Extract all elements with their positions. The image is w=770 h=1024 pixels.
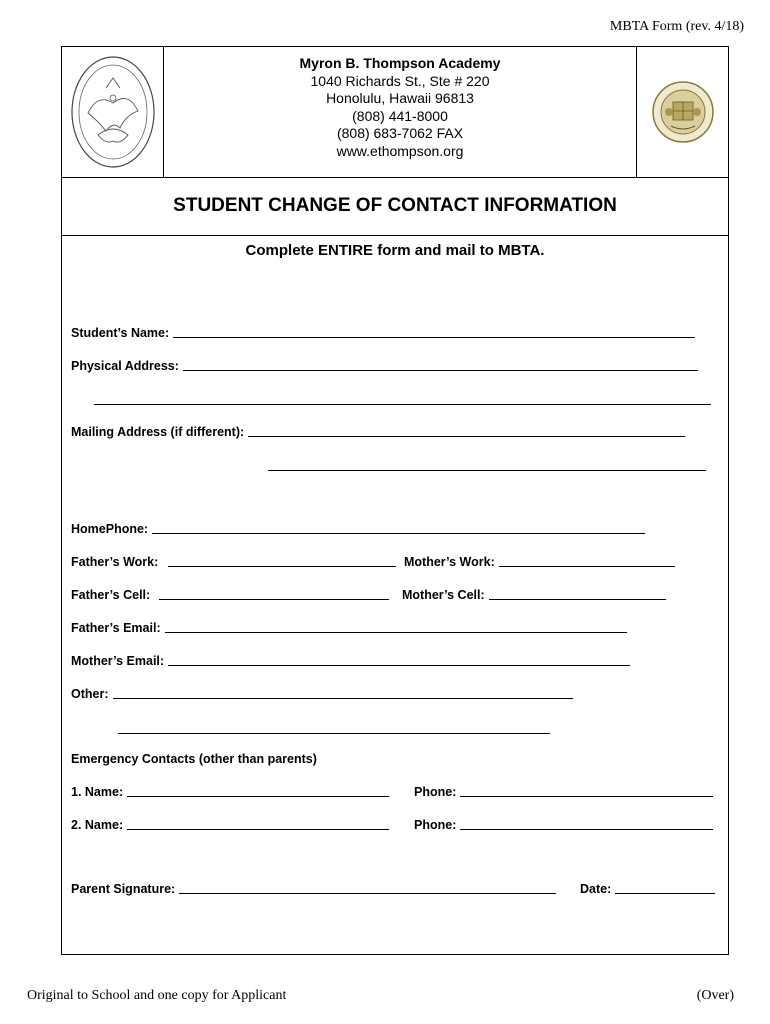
mother-email-label: Mother’s Email: — [71, 654, 165, 668]
school-name: Myron B. Thompson Academy — [299, 55, 501, 71]
other-line-2[interactable] — [118, 733, 550, 734]
school-info — [164, 55, 636, 160]
home-phone-line[interactable] — [152, 532, 645, 534]
emergency-1-phone-line[interactable] — [460, 795, 713, 797]
emergency-1-phone-field[interactable] — [414, 785, 713, 799]
mailing-address-field[interactable] — [71, 425, 685, 439]
date-label: Date: — [580, 882, 612, 896]
physical-address-field[interactable] — [71, 359, 698, 373]
emergency-contacts-heading: Emergency Contacts (other than parents) — [71, 752, 317, 766]
emergency-2-name-line[interactable] — [127, 828, 389, 830]
school-website: www.ethompson.org — [336, 142, 464, 159]
school-address-line2: Honolulu, Hawaii 96813 — [326, 90, 474, 106]
date-line[interactable] — [615, 892, 715, 894]
student-name-label: Student’s Name: — [71, 326, 170, 340]
mother-cell-line[interactable] — [489, 598, 666, 600]
mailing-address-line[interactable] — [248, 435, 685, 437]
form-title: STUDENT CHANGE OF CONTACT INFORMATION — [62, 177, 728, 236]
date-field[interactable] — [580, 882, 715, 896]
father-cell-field[interactable] — [71, 588, 389, 602]
mother-cell-field[interactable] — [402, 588, 666, 602]
emergency-1-name-label: 1. Name: — [71, 785, 124, 799]
form-revision: MBTA Form (rev. 4/18) — [609, 19, 744, 34]
school-phone: (808) 441-8000 — [352, 107, 448, 124]
emergency-1-phone-label: Phone: — [414, 785, 457, 799]
mother-email-line[interactable] — [168, 664, 630, 666]
home-phone-field[interactable] — [71, 522, 645, 536]
father-work-label: Father’s Work: — [71, 555, 159, 569]
father-work-field[interactable] — [71, 555, 396, 569]
mother-work-line[interactable] — [499, 565, 675, 567]
emergency-2-phone-line[interactable] — [460, 828, 713, 830]
physical-address-label: Physical Address: — [71, 359, 179, 373]
mailing-address-label: Mailing Address (if different): — [71, 425, 245, 439]
footer-over: (Over) — [696, 988, 734, 1003]
mother-work-label: Mother’s Work: — [404, 555, 495, 569]
letterhead — [62, 47, 728, 178]
father-cell-line[interactable] — [159, 598, 389, 600]
father-email-line[interactable] — [165, 631, 627, 633]
father-email-label: Father’s Email: — [71, 621, 161, 635]
emergency-2-name-label: 2. Name: — [71, 818, 124, 832]
form-instruction: Complete ENTIRE form and mail to MBTA. — [245, 242, 545, 259]
school-fax: (808) 683-7062 FAX — [336, 125, 464, 141]
other-field[interactable] — [71, 687, 573, 701]
parent-signature-label: Parent Signature: — [71, 882, 176, 896]
school-address-line1: 1040 Richards St., Ste # 220 — [310, 72, 490, 89]
mother-email-field[interactable] — [71, 654, 630, 668]
emergency-1-name-line[interactable] — [127, 795, 389, 797]
parent-signature-line[interactable] — [179, 892, 556, 894]
school-emblem-icon — [62, 47, 164, 177]
mother-cell-label: Mother’s Cell: — [402, 588, 485, 602]
father-cell-label: Father’s Cell: — [71, 588, 151, 602]
student-name-line[interactable] — [173, 336, 695, 338]
physical-address-line[interactable] — [183, 369, 698, 371]
home-phone-label: HomePhone: — [71, 522, 149, 536]
other-label: Other: — [71, 687, 109, 701]
footer-copy-note: Original to School and one copy for Applicant — [27, 988, 287, 1003]
father-work-line[interactable] — [168, 565, 396, 567]
father-email-field[interactable] — [71, 621, 627, 635]
mother-work-field[interactable] — [404, 555, 675, 569]
emergency-2-name-field[interactable] — [71, 818, 389, 832]
other-line[interactable] — [113, 697, 573, 699]
emergency-2-phone-label: Phone: — [414, 818, 457, 832]
emergency-2-phone-field[interactable] — [414, 818, 713, 832]
state-seal-icon — [636, 47, 728, 177]
parent-signature-field[interactable] — [71, 882, 556, 896]
student-name-field[interactable] — [71, 326, 695, 340]
emergency-1-name-field[interactable] — [71, 785, 389, 799]
physical-address-line-2[interactable] — [94, 404, 711, 405]
mailing-address-line-2[interactable] — [268, 470, 706, 471]
form-frame — [61, 46, 729, 955]
